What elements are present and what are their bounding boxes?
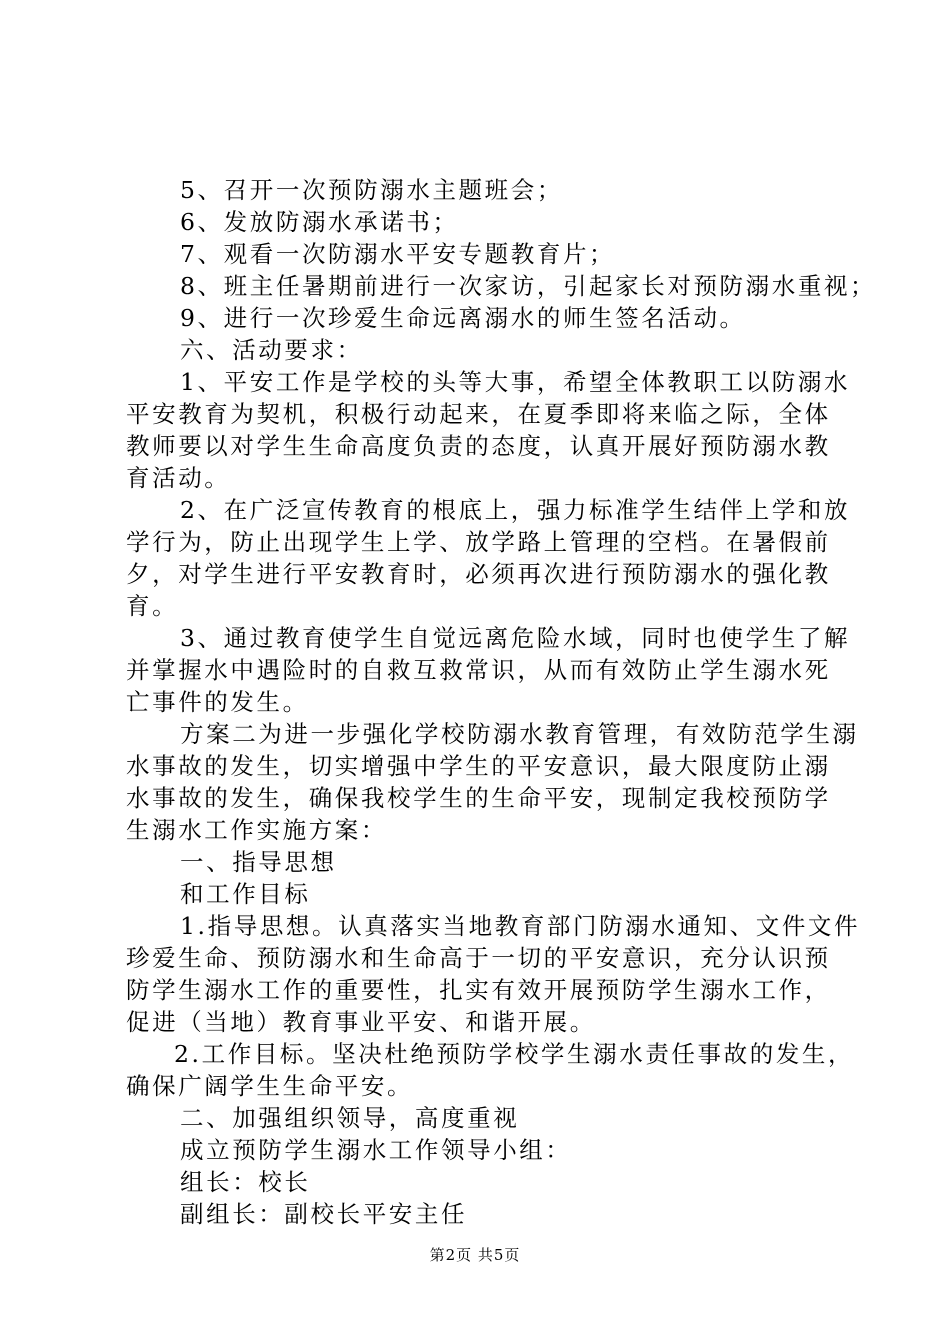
text-line: 夕，对学生进行平安教育时，必须再次进行预防溺水的强化教 bbox=[126, 560, 831, 588]
section-heading: 和工作目标 bbox=[180, 880, 311, 908]
text-line: 2、在广泛宣传教育的根底上，强力标准学生结伴上学和放 bbox=[180, 496, 851, 524]
text-line: 教师要以对学生生命高度负责的态度，认真开展好预防溺水教 bbox=[126, 432, 831, 460]
document-body bbox=[126, 174, 877, 1230]
text-line: 组长：校长 bbox=[180, 1168, 311, 1196]
section-heading: 二、加强组织领导，高度重视 bbox=[180, 1104, 520, 1132]
section-heading: 六、活动要求： bbox=[180, 336, 363, 364]
text-line: 确保广阔学生生命平安。 bbox=[126, 1072, 414, 1100]
text-line: 防学生溺水工作的重要性，扎实有效开展预防学生溺水工作， bbox=[126, 976, 831, 1004]
text-line: 育。 bbox=[126, 592, 179, 620]
text-line: 副组长：副校长平安主任 bbox=[180, 1200, 468, 1228]
text-line: 水事故的发生，确保我校学生的生命平安，现制定我校预防学 bbox=[126, 784, 831, 812]
page-number-footer: 第2页 共5页 bbox=[429, 1246, 521, 1264]
text-line: 1.指导思想。认真落实当地教育部门防溺水通知、文件文件 bbox=[180, 912, 861, 940]
text-line: 5、召开一次预防溺水主题班会； bbox=[180, 176, 563, 204]
text-line: 8、班主任暑期前进行一次家访，引起家长对预防溺水重视； bbox=[180, 272, 877, 300]
text-line: 9、进行一次珍爱生命远离溺水的师生签名活动。 bbox=[180, 304, 746, 332]
section-heading: 一、指导思想 bbox=[180, 848, 337, 876]
text-line: 成立预防学生溺水工作领导小组： bbox=[180, 1136, 572, 1164]
text-line: 平安教育为契机，积极行动起来，在夏季即将来临之际，全体 bbox=[126, 400, 831, 428]
text-line: 亡事件的发生。 bbox=[126, 688, 309, 716]
text-line: 3、通过教育使学生自觉远离危险水域，同时也使学生了解 bbox=[180, 624, 851, 652]
text-line: 1、平安工作是学校的头等大事，希望全体教职工以防溺水 bbox=[180, 368, 851, 396]
text-line: 水事故的发生，切实增强中学生的平安意识，最大限度防止溺 bbox=[126, 752, 831, 780]
text-line: 生溺水工作实施方案： bbox=[126, 816, 387, 844]
text-line: 珍爱生命、预防溺水和生命高于一切的平安意识，充分认识预 bbox=[126, 944, 831, 972]
text-line: 2.工作目标。坚决杜绝预防学校学生溺水责任事故的发生， bbox=[174, 1040, 855, 1068]
text-line: 学行为，防止出现学生上学、放学路上管理的空档。在暑假前 bbox=[126, 528, 831, 556]
text-line: 育活动。 bbox=[126, 464, 231, 492]
text-line: 7、观看一次防溺水平安专题教育片； bbox=[180, 240, 616, 268]
text-line: 并掌握水中遇险时的自救互救常识，从而有效防止学生溺水死 bbox=[126, 656, 831, 684]
text-line: 方案二为进一步强化学校防溺水教育管理，有效防范学生溺 bbox=[180, 720, 859, 748]
text-line: 促进（当地）教育事业平安、和谐开展。 bbox=[126, 1008, 596, 1036]
text-line: 6、发放防溺水承诺书； bbox=[180, 208, 459, 236]
